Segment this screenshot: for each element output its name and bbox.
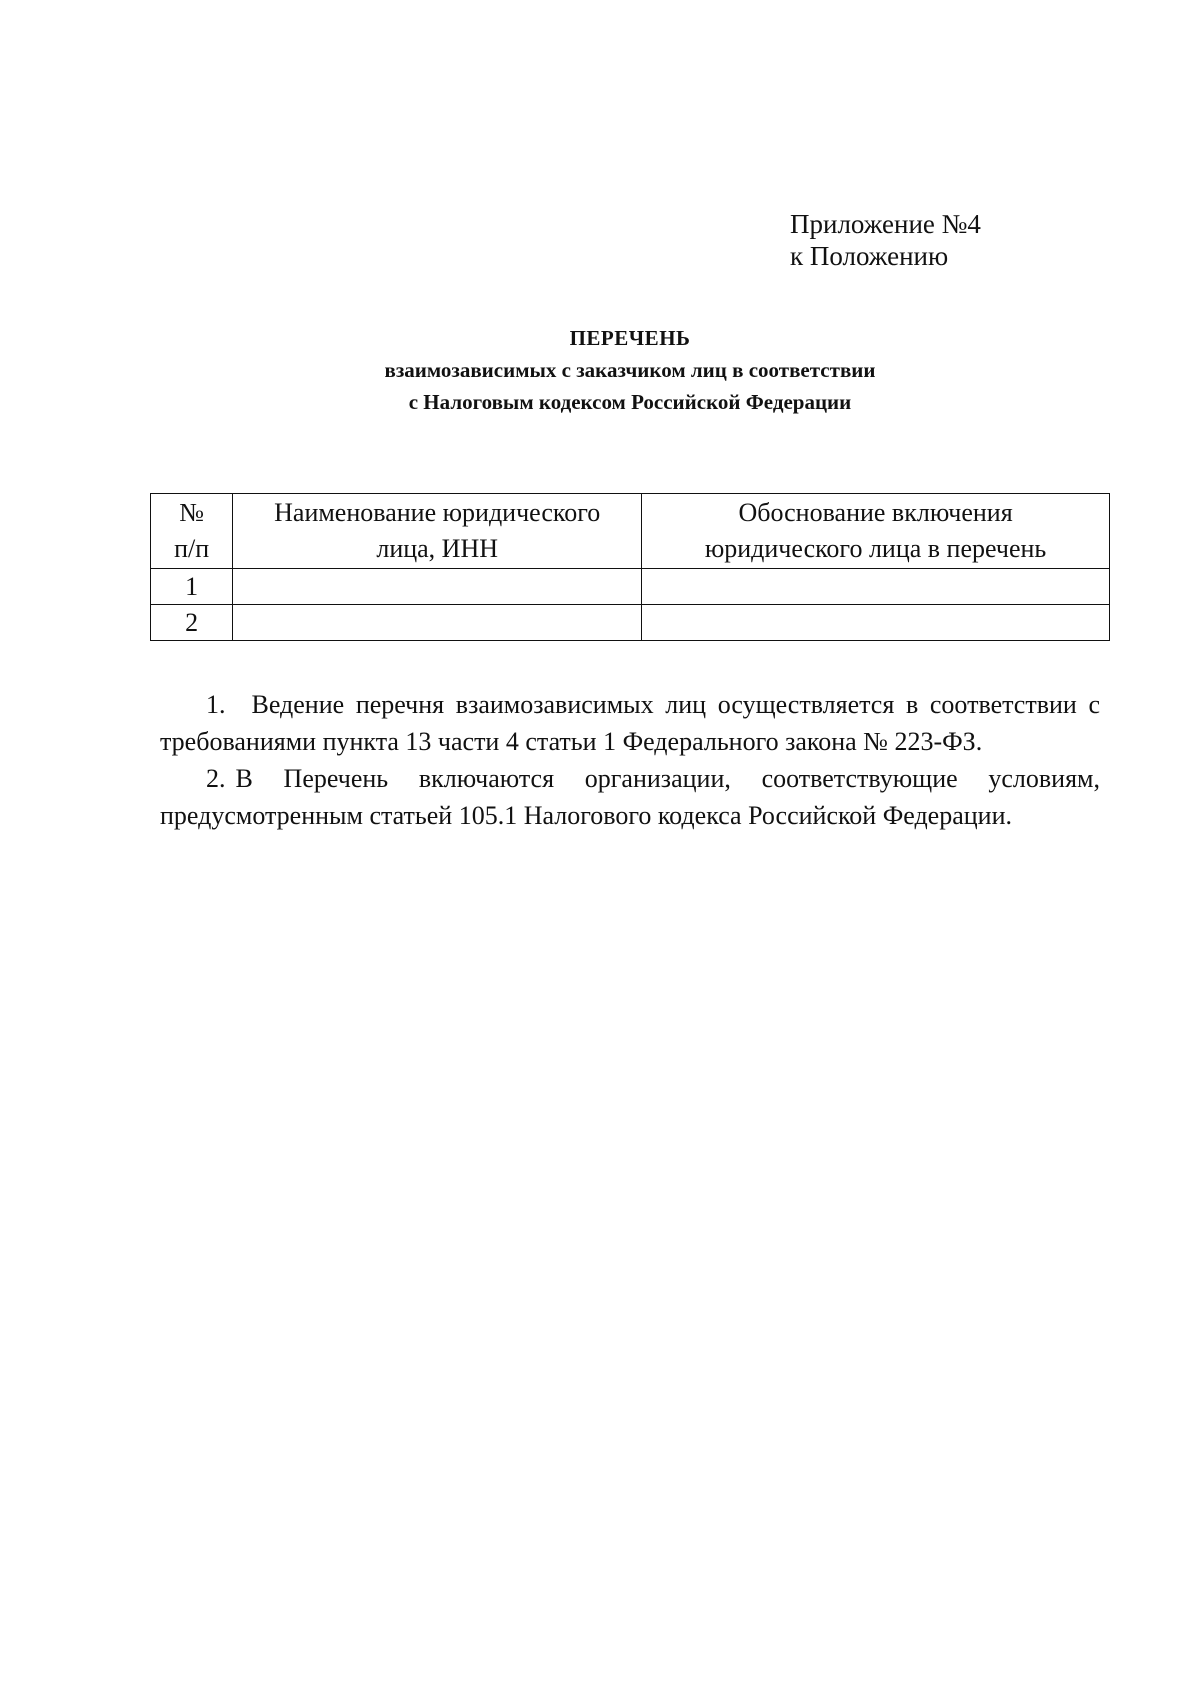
appendix-reference: к Положению: [790, 241, 949, 271]
title-line-2: взаимозависимых с заказчиком лиц в соответствии: [384, 358, 876, 382]
title-main: ПЕРЕЧЕНЬ: [569, 326, 691, 350]
entities-table: [150, 493, 1110, 641]
table-header-row: [151, 494, 1110, 569]
paragraph-text: Ведение перечня взаимозависимых лиц осуществляется в соответствии с требованиями пункта 13 части 4 статьи 1 Федерального закона № 223-ФЗ.: [160, 690, 1100, 756]
row-inclusion-reason: [642, 605, 1110, 641]
paragraph-1: [160, 686, 1100, 760]
header-number-line-2: п/п: [174, 534, 210, 563]
header-inclusion-reason: [642, 494, 1110, 569]
row-entity-name: [233, 605, 642, 641]
header-number-line-1: №: [179, 498, 205, 527]
row-number: 2: [151, 605, 233, 641]
header-entity-name: [233, 494, 642, 569]
header-reason-line-1: Обоснование включения: [738, 498, 1013, 527]
paragraph-number: 2.: [206, 764, 226, 793]
table-row: [151, 605, 1110, 641]
header-name-line-2: лица, ИНН: [376, 534, 499, 563]
header-number: [151, 494, 233, 569]
appendix-header: [790, 208, 981, 272]
row-entity-name: [233, 569, 642, 605]
paragraph-2: [160, 760, 1100, 834]
appendix-number: Приложение №4: [790, 209, 981, 239]
header-name-line-1: Наименование юридического: [274, 498, 601, 527]
paragraph-text: В Перечень включаются организации, соответствующие условиям, предусмотренным статьей 105.1 Налогового кодекса Российской Федерации.: [160, 764, 1100, 830]
paragraph-number: 1.: [206, 690, 226, 719]
body-paragraphs: [160, 686, 1100, 834]
header-reason-line-2: юридического лица в перечень: [704, 534, 1047, 563]
row-inclusion-reason: [642, 569, 1110, 605]
document-title: [140, 322, 1120, 418]
title-line-3: с Налоговым кодексом Российской Федерации: [408, 390, 852, 414]
table-row: [151, 569, 1110, 605]
row-number: 1: [151, 569, 233, 605]
